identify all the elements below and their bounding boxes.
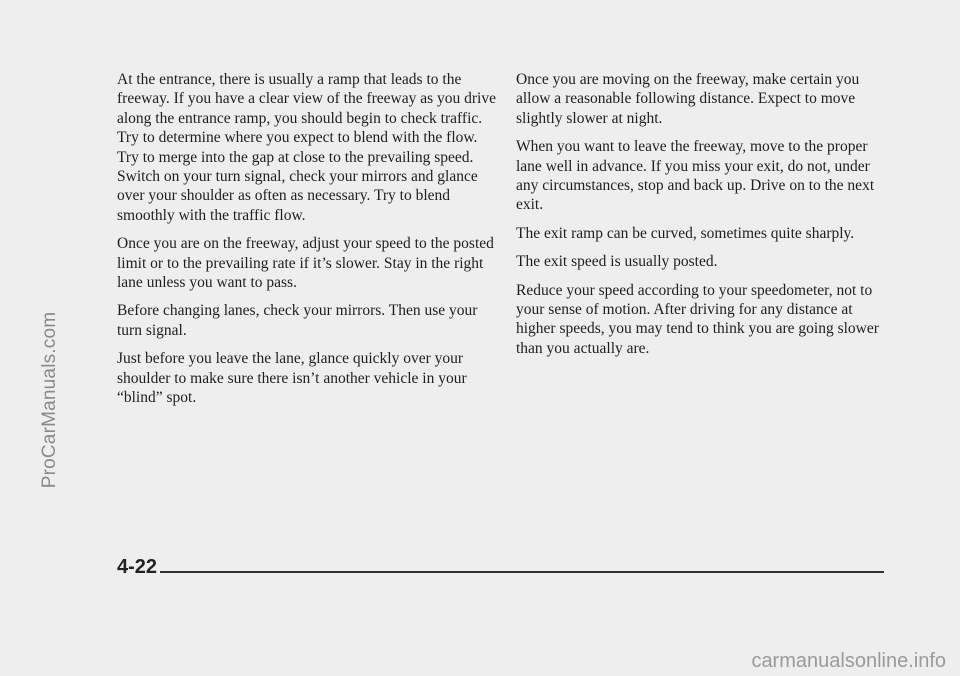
left-text-column xyxy=(117,70,497,417)
paragraph: The exit speed is usually posted. xyxy=(516,253,718,271)
paragraph: Once you are moving on the freeway, make certain you allow a reasonable following distance. Expect to move slightly slower at night. xyxy=(516,71,860,127)
page-number: 4-22 xyxy=(117,556,158,578)
side-watermark: ProCarManuals.com xyxy=(39,311,60,489)
paragraph: Just before you leave the lane, glance quickly over your shoulder to make sure there isn’t another vehicle in your “blind” spot. xyxy=(117,350,467,407)
paragraph: At the entrance, there is usually a ramp that leads to the freeway. If you have a clear view of the freeway as you drive along the entrance ramp, you should begin to check traffic. Try to determine where you expect to blend with the flow. Try to merge into the gap at close to the prevailing speed. Switch on your turn signal, check your mirrors and glance over your shoulder as often as necessary. Try to blend smoothly with the traffic flow. xyxy=(117,71,496,224)
paragraph: Reduce your speed according to your speedometer, not to your sense of motion. After driving for any distance at higher speeds, you may tend to think you are going slower than you actually are. xyxy=(516,281,879,357)
paragraph: When you want to leave the freeway, move to the proper lane well in advance. If you miss your exit, do not, under any circumstances, stop and back up. Drive on to the next exit. xyxy=(516,138,875,214)
right-text-column xyxy=(516,70,896,367)
paragraph: Once you are on the freeway, adjust your speed to the posted limit or to the prevailing rate if it’s slower. Stay in the right lane unless you want to pass. xyxy=(117,235,494,292)
paragraph: The exit ramp can be curved, sometimes quite sharply. xyxy=(516,224,855,242)
footer-rule xyxy=(160,571,884,573)
paragraph: Before changing lanes, check your mirrors. Then use your turn signal. xyxy=(117,302,478,339)
bottom-watermark: carmanualsonline.info xyxy=(751,650,946,672)
